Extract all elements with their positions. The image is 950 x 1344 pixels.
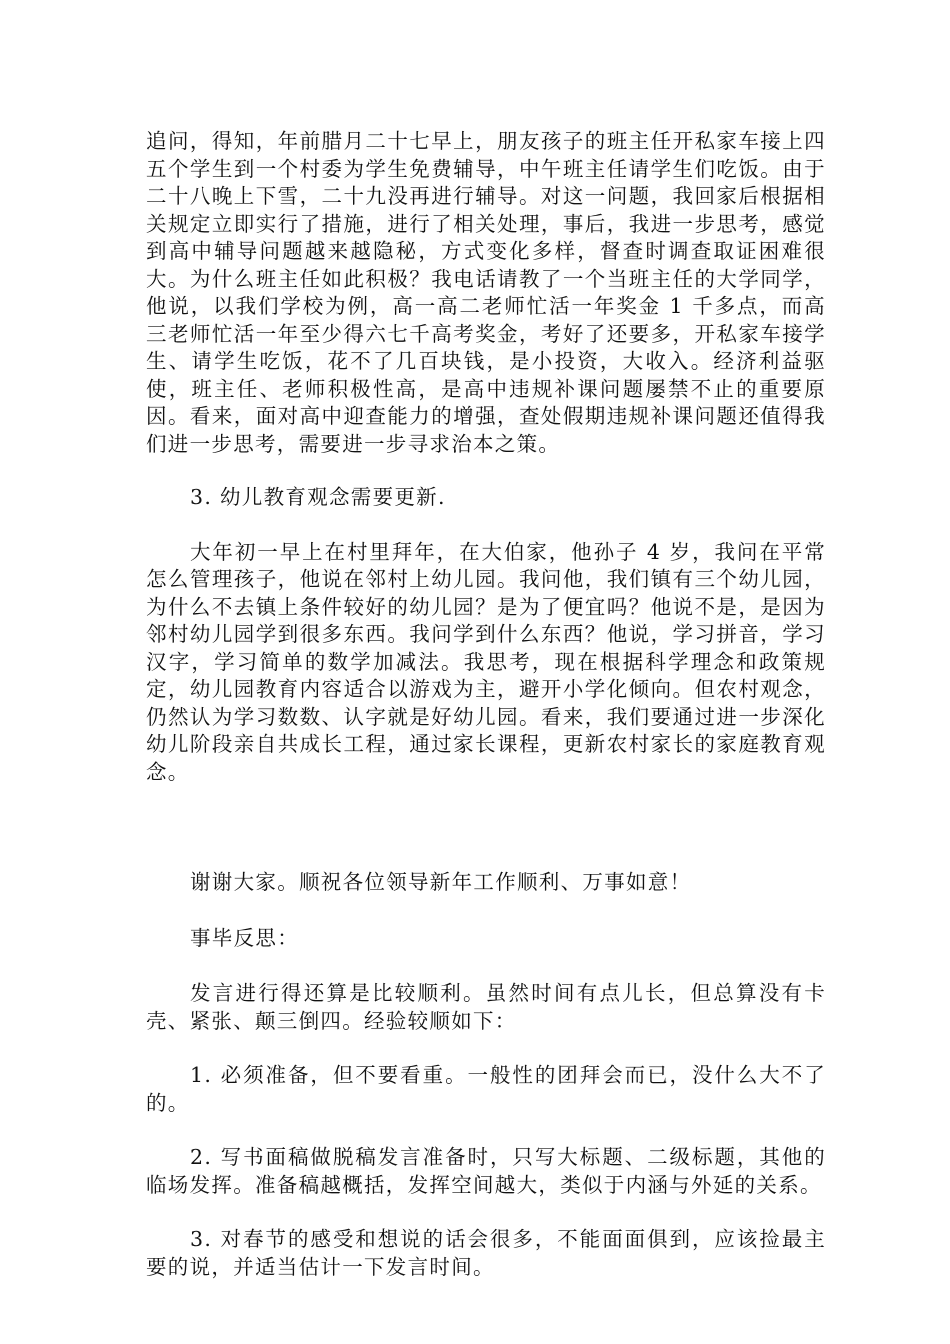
paragraph-tutoring-inquiry: 追问，得知，年前腊月二十七早上，朋友孩子的班主任开私家车接上四五个学生到一个村委为学生免费辅导，中午班主任请学生们吃饭。由于二十八晚上下雪，二十九没再进行辅导。对这一问题，我回家后根据相关规定立即实行了措施，进行了相关处理，事后，我进一步思考，感觉到高中辅导问题越来越隐秘，方式变化多样，督查时调查取证困难很大。为什么班主任如此积极？我电话请教了一个当班主任的大学同学，他说，以我们学校为例，高一高二老师忙活一年奖金 1 千多点，而高三老师忙活一年至少得六七千高考奖金，考好了还要多，开私家车接学生、请学生吃饭，花不了几百块钱，是小投资，大收入。经济利益驱使，班主任、老师积极性高，是高中违规补课问题屡禁不止的重要原因。看来，面对高中迎查能力的增强，查处假期违规补课问题还值得我们进一步思考，需要进一步寻求治本之策。 bbox=[146, 129, 826, 456]
list-item-1: 1. 必须准备，但不要看重。一般性的团拜会而已，没什么大不了的。 bbox=[146, 1063, 826, 1115]
document-body bbox=[146, 128, 826, 1281]
paragraph-reflection-summary: 发言进行得还算是比较顺利。虽然时间有点儿长，但总算没有卡壳、紧张、颠三倒四。经验较顺如下： bbox=[146, 981, 826, 1033]
list-item-2: 2. 写书面稿做脱稿发言准备时，只写大标题、二级标题，其他的临场发挥。准备稿越概括，发挥空间越大，类似于内涵与外延的关系。 bbox=[146, 1145, 826, 1197]
list-item-3: 3. 对春节的感受和想说的话会很多，不能面面俱到，应该捡最主要的说，并适当估计一下发言时间。 bbox=[146, 1227, 826, 1279]
heading-reflection: 事毕反思： bbox=[190, 925, 299, 950]
paragraph-thanks: 谢谢大家。顺祝各位领导新年工作顺利、万事如意！ bbox=[190, 870, 692, 894]
paragraph-preschool-visit: 大年初一早上在村里拜年，在大伯家，他孙子 4 岁，我问在平常怎么管理孩子，他说在邻村上幼儿园。我问他，我们镇有三个幼儿园，为什么不去镇上条件较好的幼儿园？是为了便宜吗？他说不是，是因为邻村幼儿园学到很多东西。我问学到什么东西？他说，学习拼音，学习汉字，学习简单的数学加减法。我思考，现在根据科学理念和政策规定，幼儿园教育内容适合以游戏为主，避开小学化倾向。但农村观念，仍然认为学习数数、认字就是好幼儿园。看来，我们要通过进一步深化幼儿阶段亲自共成长工程，通过家长课程，更新农村家长的家庭教育观念。 bbox=[146, 539, 826, 784]
heading-preschool-education: 3. 幼儿教育观念需要更新. bbox=[190, 485, 446, 509]
